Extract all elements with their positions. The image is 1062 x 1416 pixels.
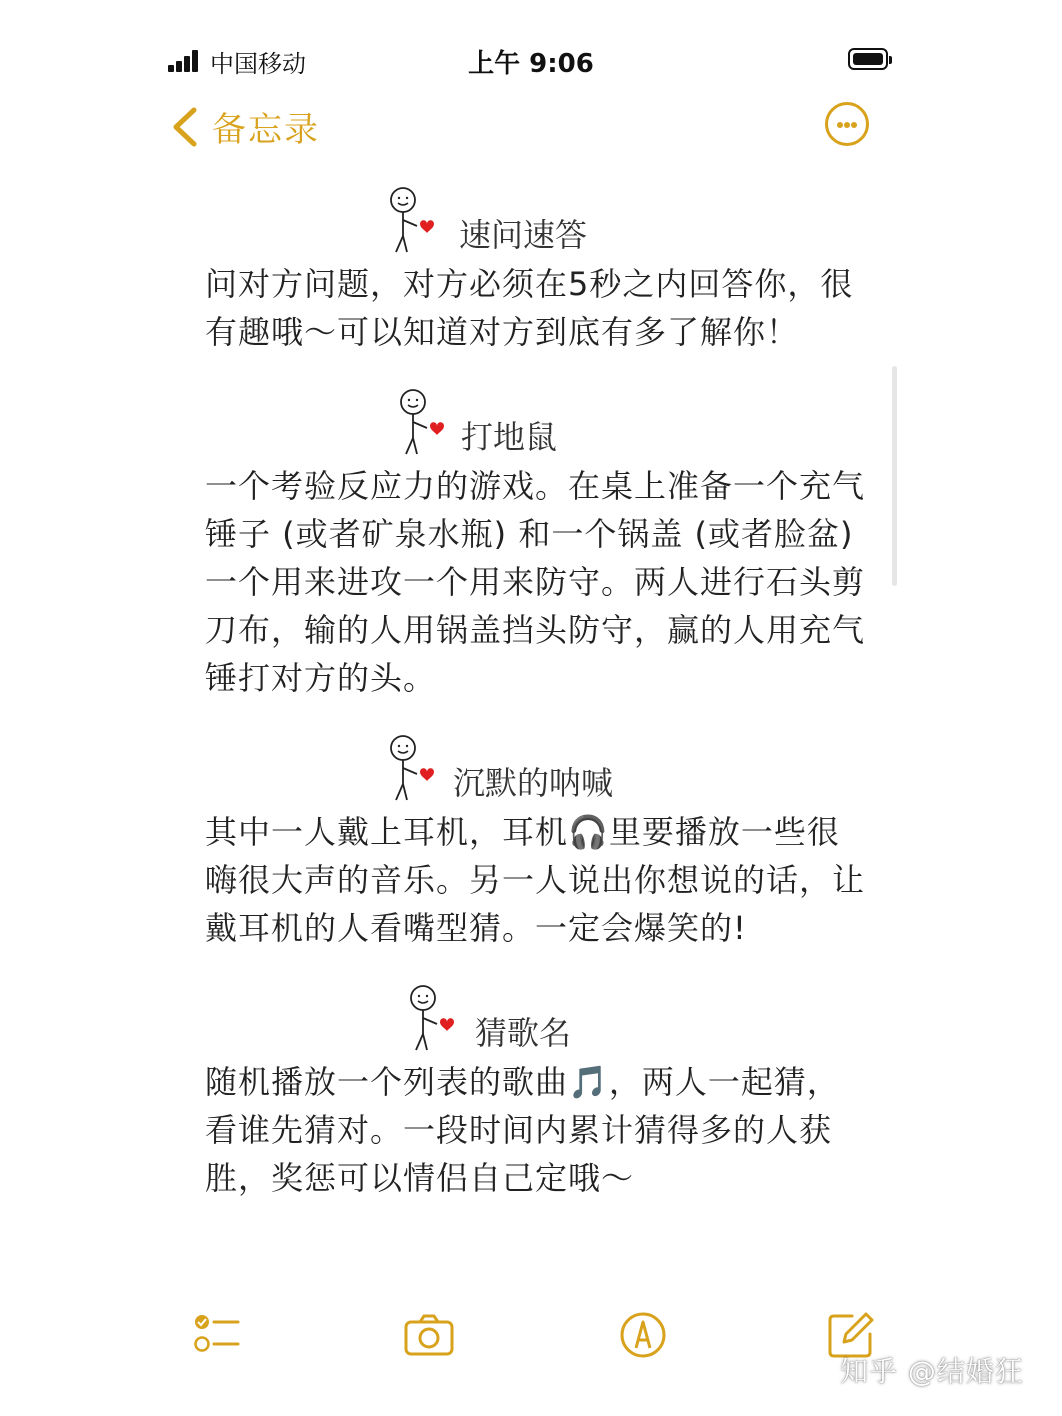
status-time: 上午 9:06 [468,49,594,79]
section-paragraph: 其中一人戴上耳机，耳机🎧里要播放一些很嗨很大声的音乐。另一人说出你想说的话，让戴耳机的人看嘴型猜。一定会爆笑的! [205,813,866,947]
stick-figure-heart-icon [385,734,439,806]
status-bar [0,0,1062,110]
markup-pen-icon[interactable] [618,1310,668,1360]
chevron-left-icon [170,106,200,148]
section-title: 沉默的呐喊 [453,764,614,802]
watermark: 知乎 @结婚狂 [840,1355,1024,1388]
stick-figure-heart-icon [385,186,439,258]
section-paragraph: 一个考验反应力的游戏。在桌上准备一个充气锤子 (或者矿泉水瓶) 和一个锅盖 (或者脸盆) 一个用来进攻一个用来防守。两人进行石头剪刀布，输的人用锅盖挡头防守，赢的人用充气锤打对方的头。 [205,467,866,697]
carrier-name: 中国移动 [210,50,306,78]
stick-figure-heart-icon [405,984,459,1056]
back-button-label: 备忘录 [212,110,320,150]
stick-figure-heart-icon [395,388,449,460]
section-paragraph: 随机播放一个列表的歌曲🎵，两人一起猜，看谁先猜对。一段时间内累计猜得多的人获胜，奖惩可以情侣自己定哦～ [205,1063,840,1197]
section-title: 速问速答 [459,216,588,254]
section-paragraph: 问对方问题，对方必须在5秒之内回答你，很有趣哦～可以知道对方到底有多了解你！ [205,265,854,351]
ellipsis-icon [837,122,843,128]
section-heading [205,186,865,260]
camera-icon[interactable] [404,1310,454,1360]
scroll-indicator [892,366,897,586]
checklist-icon[interactable] [192,1310,242,1360]
section-heading [205,388,865,462]
section-heading [205,734,865,808]
note-body[interactable] [205,186,865,1202]
back-button[interactable] [170,102,320,151]
section-title: 猜歌名 [475,1014,572,1052]
section-title: 打地鼠 [461,418,558,456]
navigation-bar [0,96,1062,166]
section-heading [205,984,865,1058]
battery-icon [848,48,888,70]
more-options-button[interactable] [825,102,869,146]
